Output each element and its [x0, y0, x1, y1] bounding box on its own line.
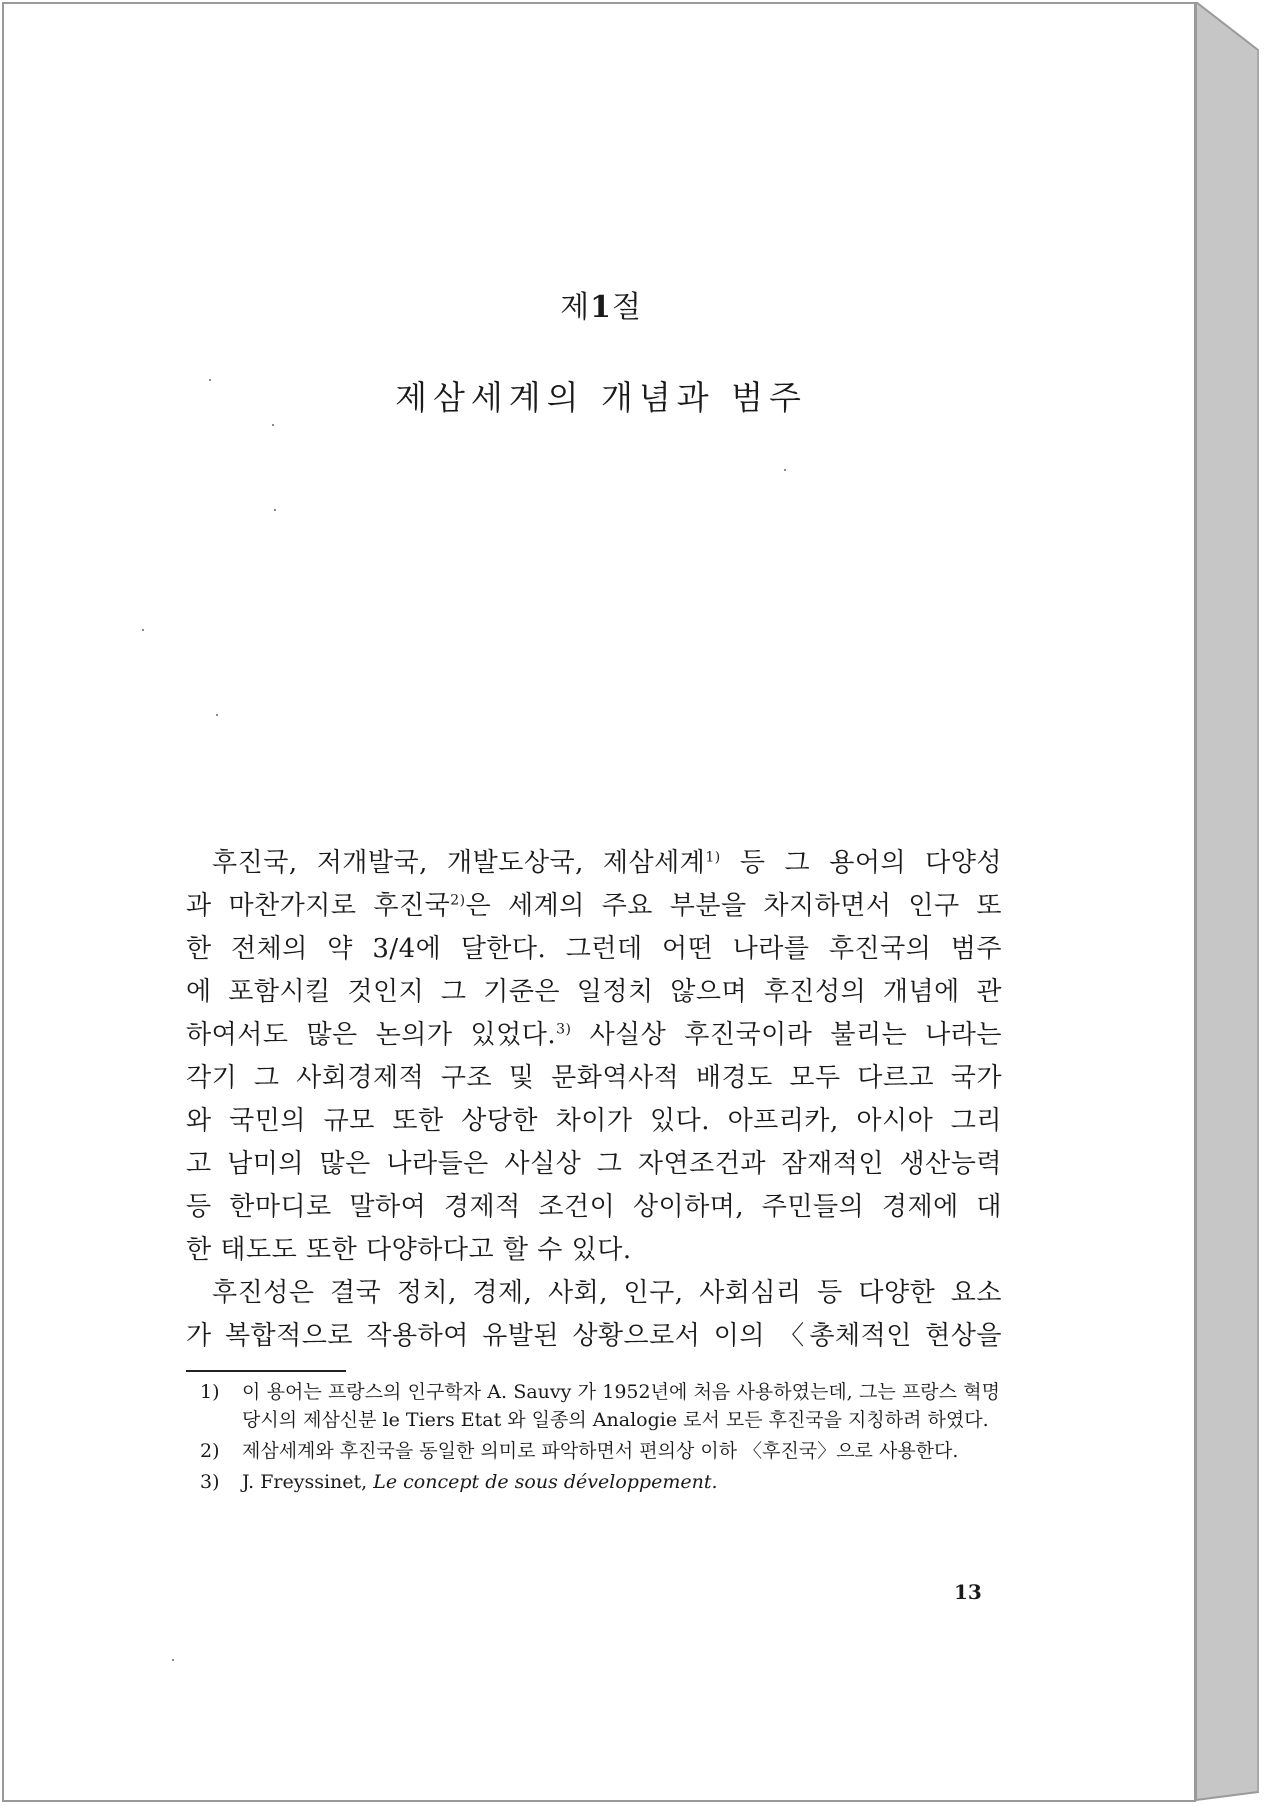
paragraph-line: 등 한마디로 말하여 경제적 조건이 상이하며, 주민들의 경제에 대 — [186, 1192, 1002, 1222]
footnote-number: 1) — [200, 1381, 220, 1403]
footnote-number: 3) — [200, 1471, 220, 1493]
footnote — [200, 1468, 1000, 1496]
footnote-ref: 3) — [556, 1021, 572, 1038]
paper-speck — [142, 629, 144, 631]
paper-speck — [784, 469, 786, 471]
paper-speck — [216, 714, 218, 716]
footnote-text — [242, 1468, 1000, 1496]
footnote-text: 이 용어는 프랑스의 인구학자 A. Sauvy 가 1952년에 처음 사용하였는데, 그는 프랑스 혁명 당시의 제삼신분 le Tiers Etat 와 일종의 Analogie 로서 모든 후진국을 지칭하려 하였다. — [242, 1381, 1000, 1431]
section-title: 제삼세계의 개념과 범주 — [395, 378, 807, 417]
footnote-number: 2) — [200, 1440, 220, 1462]
paragraph-line: 하여서도 많은 논의가 있었다.$^{3)}$ 사실상 후진국이라 불리는 나라는 — [186, 1020, 1002, 1050]
book-spine-edge — [1196, 2, 1274, 1802]
paragraph-line: 에 포함시킬 것인지 그 기준은 일정치 않으며 후진성의 개념에 관 — [186, 977, 1002, 1007]
chapter-number: 1 — [590, 290, 612, 325]
footnote-ref: 2) — [450, 892, 466, 909]
footnote-text: 제삼세계와 후진국을 동일한 의미로 파악하면서 편의상 이하 〈후진국〉으로 사용한다. — [242, 1440, 959, 1462]
document-page — [2, 2, 1196, 1802]
paper-speck — [272, 424, 274, 426]
footnote — [200, 1378, 1000, 1434]
paragraph-line: 한 전체의 약 3/4에 달한다. 그런데 어떤 나라를 후진국의 범주 — [186, 934, 1002, 964]
paper-speck — [274, 509, 276, 511]
paragraph-line: 후진성은 결국 정치, 경제, 사회, 인구, 사회심리 등 다양한 요소 — [212, 1278, 1002, 1308]
page-number: 13 — [954, 1580, 982, 1604]
paragraph-line: 가 복합적으로 작용하여 유발된 상황으로서 이의 〈총체적인 현상을 — [186, 1321, 1002, 1351]
paper-speck — [172, 1659, 174, 1661]
footnote-ref: 1) — [705, 849, 721, 866]
citation-title: Le concept de sous développement. — [373, 1471, 718, 1493]
paragraph-line: 후진국, 저개발국, 개발도상국, 제삼세계$^{1)}$ 등 그 용어의 다양성 — [212, 848, 1002, 878]
footnote-separator — [186, 1370, 346, 1372]
paragraph-line: 고 남미의 많은 나라들은 사실상 그 자연조건과 잠재적인 생산능력 — [186, 1149, 1002, 1179]
paragraph-line: 각기 그 사회경제적 구조 및 문화역사적 배경도 모두 다르고 국가 — [186, 1063, 1002, 1093]
chapter-prefix: 제 — [560, 290, 591, 325]
citation-author: J. Freyssinet, — [242, 1471, 368, 1493]
paragraph-line: 한 태도도 또한 다양하다고 할 수 있다. — [186, 1235, 632, 1265]
paragraph-line: 와 국민의 규모 또한 상당한 차이가 있다. 아프리카, 아시아 그리 — [186, 1106, 1002, 1136]
chapter-heading — [4, 282, 1198, 326]
footnotes — [200, 1378, 1000, 1499]
chapter-suffix: 절 — [611, 290, 642, 325]
paragraph-line: 과 마찬가지로 후진국$^{2)}$은 세계의 주요 부분을 차지하면서 인구 또 — [186, 891, 1003, 921]
body-text — [186, 842, 1002, 1358]
footnote — [200, 1437, 1000, 1465]
